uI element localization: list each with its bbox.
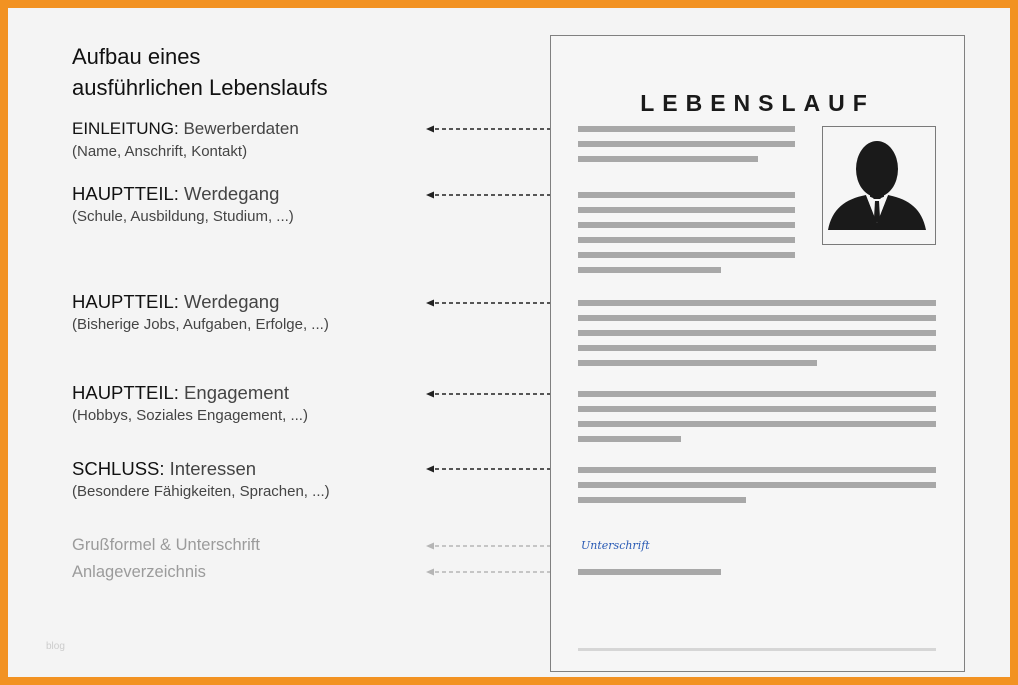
section-hauptteil-jobs <box>72 291 329 335</box>
section-keyword: HAUPTTEIL: <box>72 291 179 312</box>
text-line <box>578 436 681 442</box>
arrow-hauptteil-ausbildung <box>426 190 564 200</box>
applicant-photo <box>822 126 936 245</box>
section-label: Engagement <box>178 382 289 403</box>
section-keyword: HAUPTTEIL: <box>72 382 179 403</box>
diagram-title <box>72 41 328 103</box>
section-label: Werdegang <box>178 291 280 312</box>
arrow-attachments <box>426 567 564 577</box>
text-line <box>578 222 795 228</box>
arrow-greeting <box>426 541 564 551</box>
text-line <box>578 330 936 336</box>
section-detail: (Hobbys, Soziales Engagement, ...) <box>72 407 308 424</box>
text-line <box>578 300 936 306</box>
watermark: blog <box>46 641 65 652</box>
text-line <box>578 141 795 147</box>
section-label: Bewerberdaten <box>178 119 299 138</box>
text-line <box>578 569 721 575</box>
text-line <box>578 360 817 366</box>
arrow-hauptteil-jobs <box>426 298 564 308</box>
text-line <box>578 126 795 132</box>
text-line <box>578 482 936 488</box>
section-hauptteil-engagement <box>72 382 308 426</box>
section-schluss <box>72 458 330 502</box>
section-detail: (Name, Anschrift, Kontakt) <box>72 143 248 160</box>
section-hauptteil-ausbildung <box>72 183 294 227</box>
closing-greeting-label: Grußformel & Unterschrift <box>72 536 260 554</box>
closing-attachments-label: Anlageverzeichnis <box>72 563 206 581</box>
title-line-2: ausführlichen Lebenslaufs <box>72 75 328 100</box>
text-line <box>578 315 936 321</box>
document-heading: LEBENSLAUF <box>640 90 875 116</box>
section-detail: (Schule, Ausbildung, Studium, ...) <box>72 208 294 225</box>
document-footer-line <box>578 648 936 651</box>
text-line <box>578 497 746 503</box>
arrow-einleitung <box>426 124 564 134</box>
text-line <box>578 252 795 258</box>
text-line <box>578 156 758 162</box>
text-line <box>578 406 936 412</box>
section-keyword: SCHLUSS: <box>72 458 165 479</box>
arrow-schluss <box>426 464 564 474</box>
section-einleitung <box>72 118 299 162</box>
text-line <box>578 467 936 473</box>
section-detail: (Besondere Fähigkeiten, Sprachen, ...) <box>72 483 330 500</box>
text-line <box>578 391 936 397</box>
title-line-1: Aufbau eines <box>72 44 201 69</box>
section-detail: (Bisherige Jobs, Aufgaben, Erfolge, ...) <box>72 316 329 333</box>
text-line <box>578 237 795 243</box>
text-line <box>578 192 795 198</box>
section-label: Interessen <box>164 458 257 479</box>
text-line <box>578 421 936 427</box>
person-silhouette-icon <box>823 127 935 244</box>
section-label: Werdegang <box>178 183 280 204</box>
arrow-hauptteil-engagement <box>426 389 564 399</box>
text-line <box>578 207 795 213</box>
section-keyword: EINLEITUNG: <box>72 119 179 138</box>
text-line <box>578 345 936 351</box>
section-keyword: HAUPTTEIL: <box>72 183 179 204</box>
text-line <box>578 267 721 273</box>
signature: Unterschrift <box>581 539 650 552</box>
